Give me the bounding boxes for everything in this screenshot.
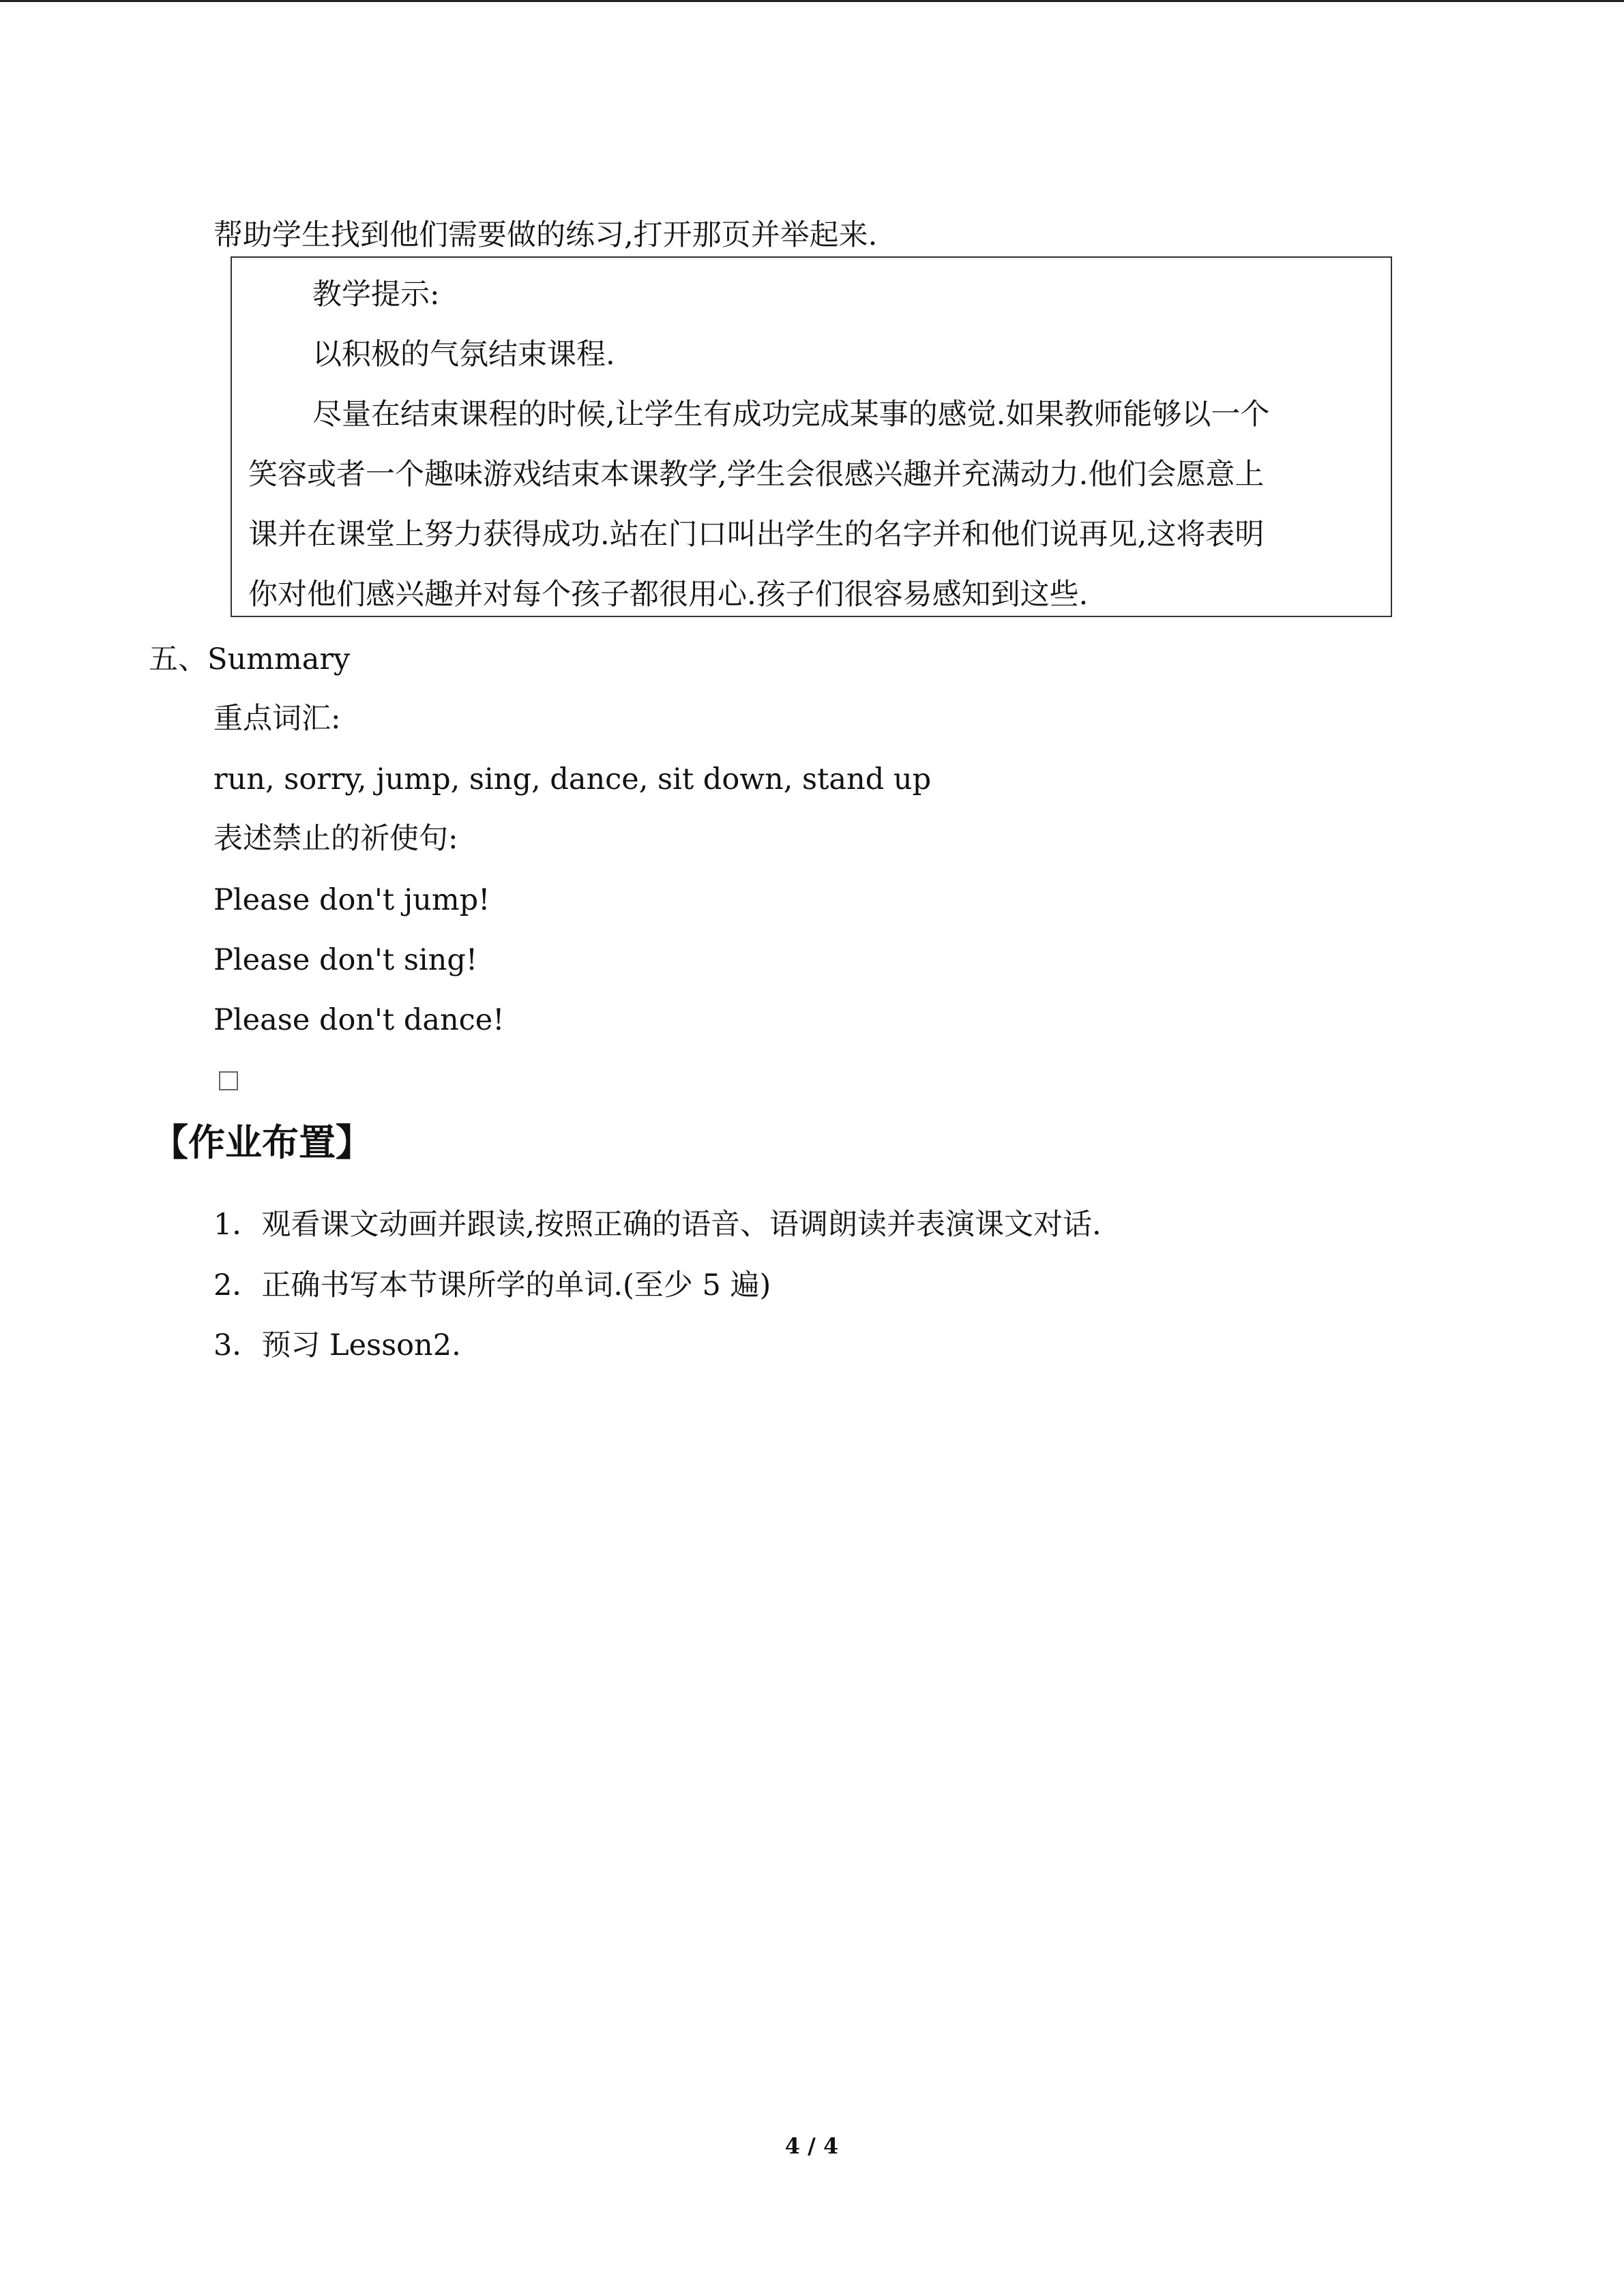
intro-line: 帮助学生找到他们需要做的练习,打开那页并举起来.	[213, 218, 878, 252]
sentence-item: Please don't jump!	[213, 883, 490, 917]
empty-checkbox-glyph	[219, 1071, 238, 1090]
page-number: 4 / 4	[784, 2133, 839, 2159]
homework-item: 1．观看课文动画并跟读,按照正确的语音、语调朗读并表演课文对话.	[213, 1208, 1102, 1242]
top-border-line	[0, 0, 1624, 2]
tips-paragraph-line-1: 尽量在结束课程的时候,让学生有成功完成某事的感觉.如果教师能够以一个	[312, 398, 1270, 432]
vocab-label: 重点词汇:	[213, 702, 341, 736]
sentence-item: Please don't dance!	[213, 1003, 505, 1037]
vocab-words: run, sorry, jump, sing, dance, sit down, stand up	[213, 762, 932, 796]
homework-item: 3．预习 Lesson2.	[213, 1328, 461, 1362]
sentence-item: Please don't sing!	[213, 943, 478, 977]
summary-section-label: 五、Summary	[149, 642, 351, 676]
tips-paragraph-line-3: 课并在课堂上努力获得成功.站在门口叫出学生的名字并和他们说再见,这将表明	[248, 518, 1265, 552]
tips-subtitle: 以积极的气氛结束课程.	[312, 338, 615, 372]
teaching-tips-box	[231, 256, 1392, 617]
homework-heading: 【作业布置】	[151, 1121, 372, 1164]
tips-paragraph-line-4: 你对他们感兴趣并对每个孩子都很用心.孩子们很容易感知到这些.	[248, 578, 1089, 612]
homework-item: 2．正确书写本节课所学的单词.(至少 5 遍)	[213, 1268, 771, 1302]
tips-paragraph-line-2: 笑容或者一个趣味游戏结束本课教学,学生会很感兴趣并充满动力.他们会愿意上	[248, 458, 1265, 492]
tips-title: 教学提示:	[312, 278, 440, 312]
sentence-label: 表述禁止的祈使句:	[213, 822, 458, 856]
